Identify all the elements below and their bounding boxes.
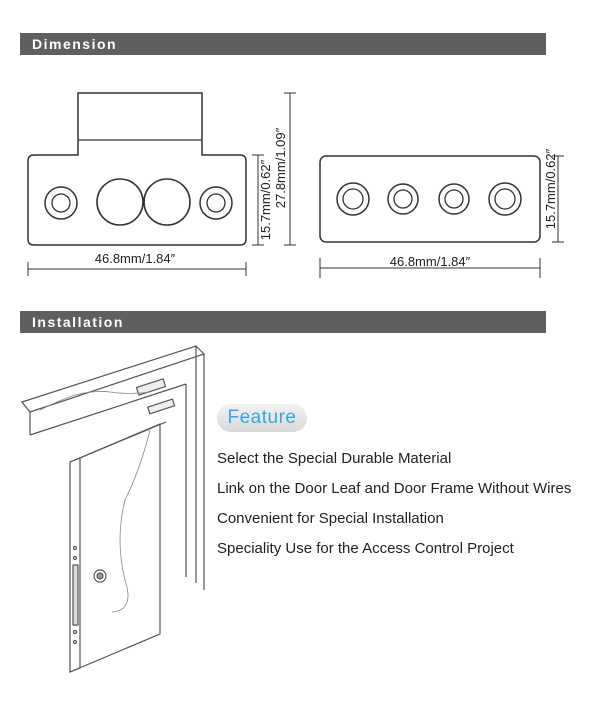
right-part-outline [320, 156, 540, 242]
right-height-label: 15.7mm/0.62″ [543, 148, 558, 230]
right-width-label: 46.8mm/1.84″ [389, 254, 471, 269]
feature-item: Speciality Use for the Access Control Project [217, 540, 514, 557]
left-height-label: 15.7mm/0.62″ [258, 159, 273, 241]
feature-item: Link on the Door Leaf and Door Frame Without Wires [217, 480, 572, 497]
left-part-outline [28, 93, 246, 245]
feature-item: Convenient for Special Installation [217, 510, 444, 527]
left-width-label: 46.8mm/1.84″ [94, 251, 176, 266]
feature-item: Select the Special Durable Material [217, 450, 452, 467]
dimension-section-header: Dimension [20, 33, 546, 55]
feature-list [217, 450, 571, 570]
left-part-holes [45, 179, 232, 225]
door-installation-illustration [22, 346, 204, 672]
left-total-height-label: 27.8mm/1.09″ [273, 127, 288, 209]
feature-title: Feature [217, 404, 307, 432]
installation-section-header: Installation [20, 311, 546, 333]
right-part-holes [337, 183, 521, 215]
